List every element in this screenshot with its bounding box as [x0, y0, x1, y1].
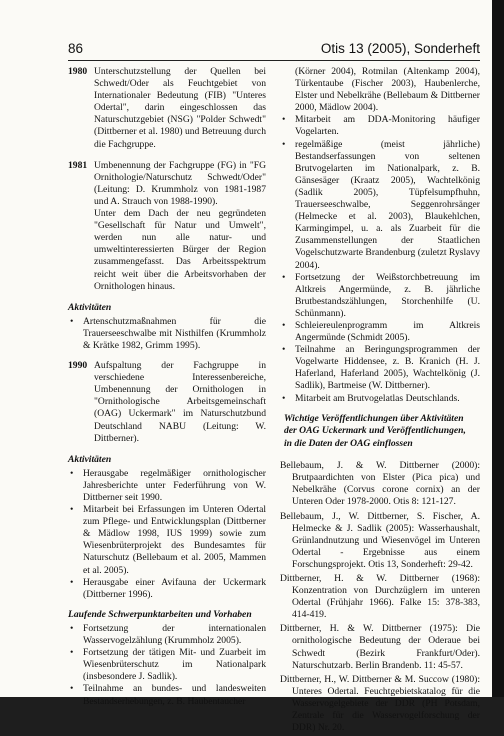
- reference-item: Dittberner, H. & W. Dittberner (1968): Konzentration von Durchzüglern im unteren Odertal (Frühjahr 1966). Falke 15: 378-383, 414-419.: [280, 572, 480, 621]
- entry-year: 1981: [68, 159, 88, 171]
- entry-text: Umbenennung der Fachgruppe (FG) in "FG Ornithologie/Naturschutz Schwedt/Oder" (Leitung: D. Krummholz von 1981-1987 und A. Strauch von 1988-1990).: [94, 159, 266, 207]
- entry-text: Unterschutzstellung der Quellen bei Schwedt/Oder als Feuchtgebiet von Internationaler Bedeutung (FIB) "Unteres Odertal", darin eingeschlossen das Naturschutzgebiet (NSG) "Polder Schwedt" (Dittberner et al. 1980) und Betreuung durch die Fachgruppe.: [94, 66, 266, 150]
- list-item: • Fortsetzung der tätigen Mit- und Zuarbeit im Wiesenbrüterschutz im Nationalpark (insbesondere J. Sadlik).: [68, 647, 266, 683]
- list-item: • regelmäßige (meist jährliche) Bestandserfassungen von seltenen Brutvogelarten im Nationalpark, z. B. Gänsesäger (Kraatz 2005), Wachtelkönig (Sadlik 2005), Tüpfelsumpfhuhn, Trauerseeschwalbe, Seggenrohrsänger (Helmecke et al. 2003), Blaukehlchen, Karmingimpel, u. a. als Zuarbeit für die Zusammenstellungen der Staatlichen Vogelschutzwarte Brandenburg (zuletzt Ryslavy 2004).: [280, 139, 480, 272]
- list-item: • Herausgabe regelmäßiger ornithologischer Jahresberichte unter Federführung von W. Dittberner seit 1990.: [68, 468, 266, 504]
- list-item: • Teilnahme an bundes- und landesweiten Bestandserhebungen, z. B. Haubentaucher: [68, 683, 266, 707]
- reference-item: Bellebaum, J., W. Dittberner, S. Fischer, A. Helmecke & J. Sadlik (2005): Wasserhaushalt, Grünlandnutzung und Wiesenvögel im Unteren Odertal - Ergebnisse aus einem Forschungsprojekt. Otis 13, Sonderheft: 29-42.: [280, 510, 480, 570]
- list-item-continuation: (Körner 2004), Rotmilan (Altenkamp 2004), Türkentaube (Fischer 2003), Haubenlerche, Elster und Nebelkrähe (Bellebaum & Dittberner 2000, Mädlow 2004).: [295, 66, 480, 114]
- book-binding-edge: [492, 0, 504, 697]
- entry-year: 1990: [68, 360, 88, 372]
- list-item: • Artenschutzmaßnahmen für die Trauerseeschwalbe mit Nisthilfen (Krummholz & Krätke 1982, Grimm 1995).: [68, 316, 266, 352]
- bullet-list: [68, 468, 266, 601]
- entry-text-continued: Unter dem Dach der neu gegründeten "Gesellschaft für Natur und Umwelt", werden nun alle natur- und umweltinteressierten Bürger der Region zusammengefasst. Das Arbeitsspektrum reicht weit über die Arbeitsvorhaben der Ornithologen hinaus.: [94, 208, 266, 292]
- list-item: • Teilnahme an Beringungsprogrammen der Vogelwarte Hiddensee, z. B. Kranich (H. J. Haferland, Haferland 2005), Wachtelkönig (J. Sadlik), Bartmeise (W. Dittberner).: [280, 344, 480, 392]
- page-number: 86: [68, 41, 84, 56]
- list-item: • Herausgabe einer Avifauna der Uckermark (Dittberner 1996).: [68, 577, 266, 601]
- list-item: • Schleiereulenprogramm im Altkreis Angermünde (Schmidt 2005).: [280, 320, 480, 344]
- chronology-entry-1990: [68, 360, 266, 445]
- chronology-entry-1981: [68, 160, 266, 293]
- reference-item: Bellebaum, J. & W. Dittberner (2000): Brutpaardichten von Elster (Pica pica) und Nebelkrähe (Corvus corone cornix) an der Unteren Oder 1978-2000. Otis 8: 121-127.: [280, 460, 480, 508]
- list-item: • Mitarbeit bei Erfassungen im Unteren Odertal zum Pflege- und Entwicklungsplan (Dittberner & Mädlow 1998, IUS 1999) sowie zum Wiesenbrüterprojekt des Bundesamtes für Naturschutz (Bellebaum et al. 2005, Mammen et al. 2005).: [68, 504, 266, 577]
- list-item: • Mitarbeit am DDA-Monitoring häufiger Vogelarten.: [280, 114, 480, 138]
- journal-title: Otis 13 (2005), Sonderheft: [320, 41, 480, 56]
- header-rule: [68, 60, 480, 61]
- list-item: • Fortsetzung der Weißstorchbetreuung im Altkreis Angermünde, z. B. jährliche Brutbestandszählungen, Storchenhilfe (U. Schünmann).: [280, 272, 480, 320]
- section-heading: Aktivitäten: [68, 301, 112, 313]
- list-item: • Fortsetzung der internationalen Wasservogelzählung (Krummholz 2005).: [68, 623, 266, 647]
- reference-list: [280, 460, 480, 734]
- reference-item: Dittberner, H., W. Dittberner & M. Succow (1980): Unteres Odertal. Feuchtgebietskatalog für die Wasservogelgebiete der DDR (PH Potsdam, Zentrale für die Wasservogelforschung der DDR) Nr. 20.: [280, 673, 480, 734]
- section-heading: Aktivitäten: [68, 453, 112, 465]
- publications-heading: Wichtige Veröffentlichungen über Aktivitäten der OAG Uckermark und Veröffentlichungen, in die Daten der OAG einflossen: [284, 412, 466, 449]
- bullet-list: [68, 316, 266, 352]
- bullet-list: [68, 623, 266, 708]
- list-item: • Mitarbeit am Brutvogelatlas Deutschlands.: [280, 393, 480, 405]
- left-column: [68, 66, 266, 716]
- bullet-list: [280, 114, 480, 404]
- section-heading: Laufende Schwerpunktarbeiten und Vorhaben: [68, 608, 252, 620]
- entry-text: Aufspaltung der Fachgruppe in verschiedene Interessenbereiche, Umbenennung der Ornithologen in "Ornithologische Arbeitsgemeinschaft (OAG) Uckermark" im Naturschutzbund Deutschland NABU (Leitung: W. Dittberner).: [94, 360, 266, 444]
- reference-item: Dittberner, H. & W. Dittberner (1975): Die ornithologische Bedeutung der Oderaue bei Schwedt (Bezirk Frankfurt/Oder). Naturschutzarb. Berlin Brandenb. 11: 45-57.: [280, 623, 480, 671]
- right-column: [280, 66, 480, 736]
- chronology-entry-1980: [68, 66, 266, 151]
- entry-year: 1980: [68, 66, 88, 77]
